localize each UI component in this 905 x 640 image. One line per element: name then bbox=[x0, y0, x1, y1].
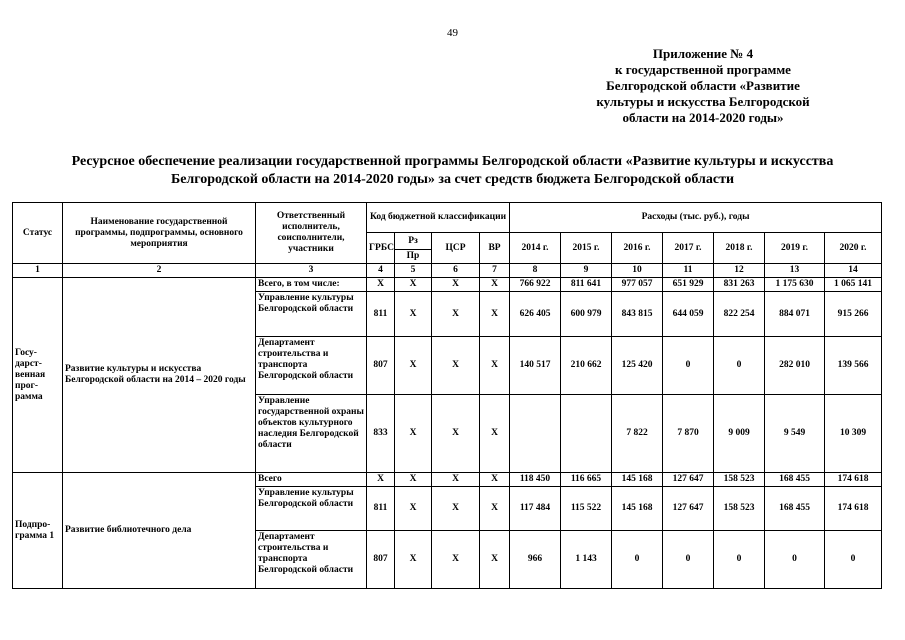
expense-cell: 644 059 bbox=[663, 292, 714, 337]
column-number: 3 bbox=[256, 264, 367, 278]
expense-cell: 127 647 bbox=[663, 487, 714, 531]
appendix-heading bbox=[573, 46, 833, 126]
expense-cell: 843 815 bbox=[612, 292, 663, 337]
resource-table bbox=[12, 202, 882, 589]
expense-cell: 1 175 630 bbox=[765, 278, 825, 292]
header-name: Наименование государственной программы, подпрограммы, основного мероприятия bbox=[63, 203, 256, 264]
header-year: 2016 г. bbox=[612, 233, 663, 264]
document-title bbox=[20, 153, 885, 189]
expense-cell: 884 071 bbox=[765, 292, 825, 337]
expense-cell: 977 057 bbox=[612, 278, 663, 292]
executor-cell: Департамент строительства и транспорта Белгородской области bbox=[256, 531, 367, 589]
column-number: 6 bbox=[432, 264, 480, 278]
executor-cell: Управление культуры Белгородской области bbox=[256, 487, 367, 531]
header-year: 2014 г. bbox=[510, 233, 561, 264]
expense-cell: 127 647 bbox=[663, 473, 714, 487]
expense-cell: 7 870 bbox=[663, 395, 714, 473]
rz-cell: Х bbox=[395, 487, 432, 531]
expense-cell: 282 010 bbox=[765, 337, 825, 395]
csr-cell: Х bbox=[432, 473, 480, 487]
program-name-cell: Развитие культуры и искусства Белгородской области на 2014 – 2020 годы bbox=[63, 278, 256, 473]
expense-cell: 626 405 bbox=[510, 292, 561, 337]
expense-cell: 117 484 bbox=[510, 487, 561, 531]
expense-cell: 174 618 bbox=[825, 473, 882, 487]
executor-cell: Управление государственной охраны объектов культурного наследия Белгородской области bbox=[256, 395, 367, 473]
appendix-line: Белгородской области «Развитие bbox=[606, 78, 800, 93]
expense-cell: 915 266 bbox=[825, 292, 882, 337]
grbs-cell: 807 bbox=[367, 531, 395, 589]
expense-cell: 139 566 bbox=[825, 337, 882, 395]
header-year: 2018 г. bbox=[714, 233, 765, 264]
expense-cell: 0 bbox=[714, 531, 765, 589]
expense-cell: 168 455 bbox=[765, 487, 825, 531]
vr-cell: Х bbox=[480, 337, 510, 395]
appendix-line: области на 2014-2020 годы» bbox=[622, 110, 784, 125]
column-number: 1 bbox=[13, 264, 63, 278]
column-number: 4 bbox=[367, 264, 395, 278]
grbs-cell: 807 bbox=[367, 337, 395, 395]
expense-cell: 0 bbox=[663, 531, 714, 589]
vr-cell: Х bbox=[480, 395, 510, 473]
expense-cell: 0 bbox=[663, 337, 714, 395]
header-year: 2015 г. bbox=[561, 233, 612, 264]
status-cell: Подпро-грамма 1 bbox=[13, 473, 63, 589]
vr-cell: Х bbox=[480, 473, 510, 487]
header-rz: Рз bbox=[395, 233, 432, 250]
header-csr: ЦСР bbox=[432, 233, 480, 264]
expense-cell: 116 665 bbox=[561, 473, 612, 487]
expense-cell: 115 522 bbox=[561, 487, 612, 531]
expense-cell: 158 523 bbox=[714, 487, 765, 531]
expense-cell: 822 254 bbox=[714, 292, 765, 337]
expense-cell: 0 bbox=[765, 531, 825, 589]
csr-cell: Х bbox=[432, 278, 480, 292]
csr-cell: Х bbox=[432, 395, 480, 473]
column-number: 11 bbox=[663, 264, 714, 278]
expense-cell: 140 517 bbox=[510, 337, 561, 395]
column-number: 14 bbox=[825, 264, 882, 278]
expense-cell: 0 bbox=[714, 337, 765, 395]
title-line: Белгородской области на 2014-2020 годы» за счет средств бюджета Белгородской области bbox=[170, 172, 735, 187]
column-number: 9 bbox=[561, 264, 612, 278]
vr-cell: Х bbox=[480, 278, 510, 292]
executor-cell: Всего bbox=[256, 473, 367, 487]
expense-cell: 168 455 bbox=[765, 473, 825, 487]
expense-cell: 10 309 bbox=[825, 395, 882, 473]
expense-cell: 1 143 bbox=[561, 531, 612, 589]
expense-cell: 9 009 bbox=[714, 395, 765, 473]
executor-cell: Департамент строительства и транспорта Белгородской области bbox=[256, 337, 367, 395]
csr-cell: Х bbox=[432, 487, 480, 531]
expense-cell: 9 549 bbox=[765, 395, 825, 473]
status-cell: Госу-дарст-венная прог-рамма bbox=[13, 278, 63, 473]
header-budget-code: Код бюджетной классификации bbox=[367, 203, 510, 233]
header-pr: Пр bbox=[395, 250, 432, 264]
rz-cell: Х bbox=[395, 337, 432, 395]
appendix-line: культуры и искусства Белгородской bbox=[596, 94, 810, 109]
expense-cell: 158 523 bbox=[714, 473, 765, 487]
expense-cell: 0 bbox=[825, 531, 882, 589]
rz-cell: Х bbox=[395, 395, 432, 473]
expense-cell: 811 641 bbox=[561, 278, 612, 292]
expense-cell: 125 420 bbox=[612, 337, 663, 395]
csr-cell: Х bbox=[432, 337, 480, 395]
page-number: 49 bbox=[447, 27, 458, 39]
vr-cell: Х bbox=[480, 292, 510, 337]
header-status: Статус bbox=[13, 203, 63, 264]
expense-cell: 766 922 bbox=[510, 278, 561, 292]
expense-cell bbox=[510, 395, 561, 473]
column-number: 12 bbox=[714, 264, 765, 278]
expense-cell: 7 822 bbox=[612, 395, 663, 473]
expense-cell bbox=[561, 395, 612, 473]
executor-cell: Всего, в том числе: bbox=[256, 278, 367, 292]
grbs-cell: Х bbox=[367, 473, 395, 487]
header-year: 2017 г. bbox=[663, 233, 714, 264]
rz-cell: Х bbox=[395, 531, 432, 589]
expense-cell: 1 065 141 bbox=[825, 278, 882, 292]
grbs-cell: 833 bbox=[367, 395, 395, 473]
column-number: 7 bbox=[480, 264, 510, 278]
column-number: 10 bbox=[612, 264, 663, 278]
appendix-line: Приложение № 4 bbox=[652, 46, 754, 61]
column-number: 13 bbox=[765, 264, 825, 278]
expense-cell: 600 979 bbox=[561, 292, 612, 337]
column-number: 2 bbox=[63, 264, 256, 278]
title-line: Ресурсное обеспечение реализации государственной программы Белгородской области «Развитие культуры и искусства bbox=[71, 154, 834, 169]
expense-cell: 0 bbox=[612, 531, 663, 589]
header-year: 2020 г. bbox=[825, 233, 882, 264]
expense-cell: 831 263 bbox=[714, 278, 765, 292]
csr-cell: Х bbox=[432, 531, 480, 589]
expense-cell: 210 662 bbox=[561, 337, 612, 395]
expense-cell: 966 bbox=[510, 531, 561, 589]
rz-cell: Х bbox=[395, 292, 432, 337]
expense-cell: 145 168 bbox=[612, 473, 663, 487]
table-row-total bbox=[13, 473, 882, 487]
column-number: 5 bbox=[395, 264, 432, 278]
header-grbs: ГРБС bbox=[367, 233, 395, 264]
program-name-cell: Развитие библиотечного дела bbox=[63, 473, 256, 589]
vr-cell: Х bbox=[480, 487, 510, 531]
header-year: 2019 г. bbox=[765, 233, 825, 264]
expense-cell: 145 168 bbox=[612, 487, 663, 531]
table-row-total bbox=[13, 278, 882, 292]
column-number: 8 bbox=[510, 264, 561, 278]
grbs-cell: Х bbox=[367, 278, 395, 292]
grbs-cell: 811 bbox=[367, 292, 395, 337]
expense-cell: 174 618 bbox=[825, 487, 882, 531]
executor-cell: Управление культуры Белгородской области bbox=[256, 292, 367, 337]
rz-cell: Х bbox=[395, 278, 432, 292]
grbs-cell: 811 bbox=[367, 487, 395, 531]
vr-cell: Х bbox=[480, 531, 510, 589]
expense-cell: 651 929 bbox=[663, 278, 714, 292]
header-executor: Ответственный исполнитель, соисполнители, участники bbox=[256, 203, 367, 264]
csr-cell: Х bbox=[432, 292, 480, 337]
header-expenses: Расходы (тыс. руб.), годы bbox=[510, 203, 882, 233]
header-vr: ВР bbox=[480, 233, 510, 264]
expense-cell: 118 450 bbox=[510, 473, 561, 487]
appendix-line: к государственной программе bbox=[615, 62, 791, 77]
rz-cell: Х bbox=[395, 473, 432, 487]
